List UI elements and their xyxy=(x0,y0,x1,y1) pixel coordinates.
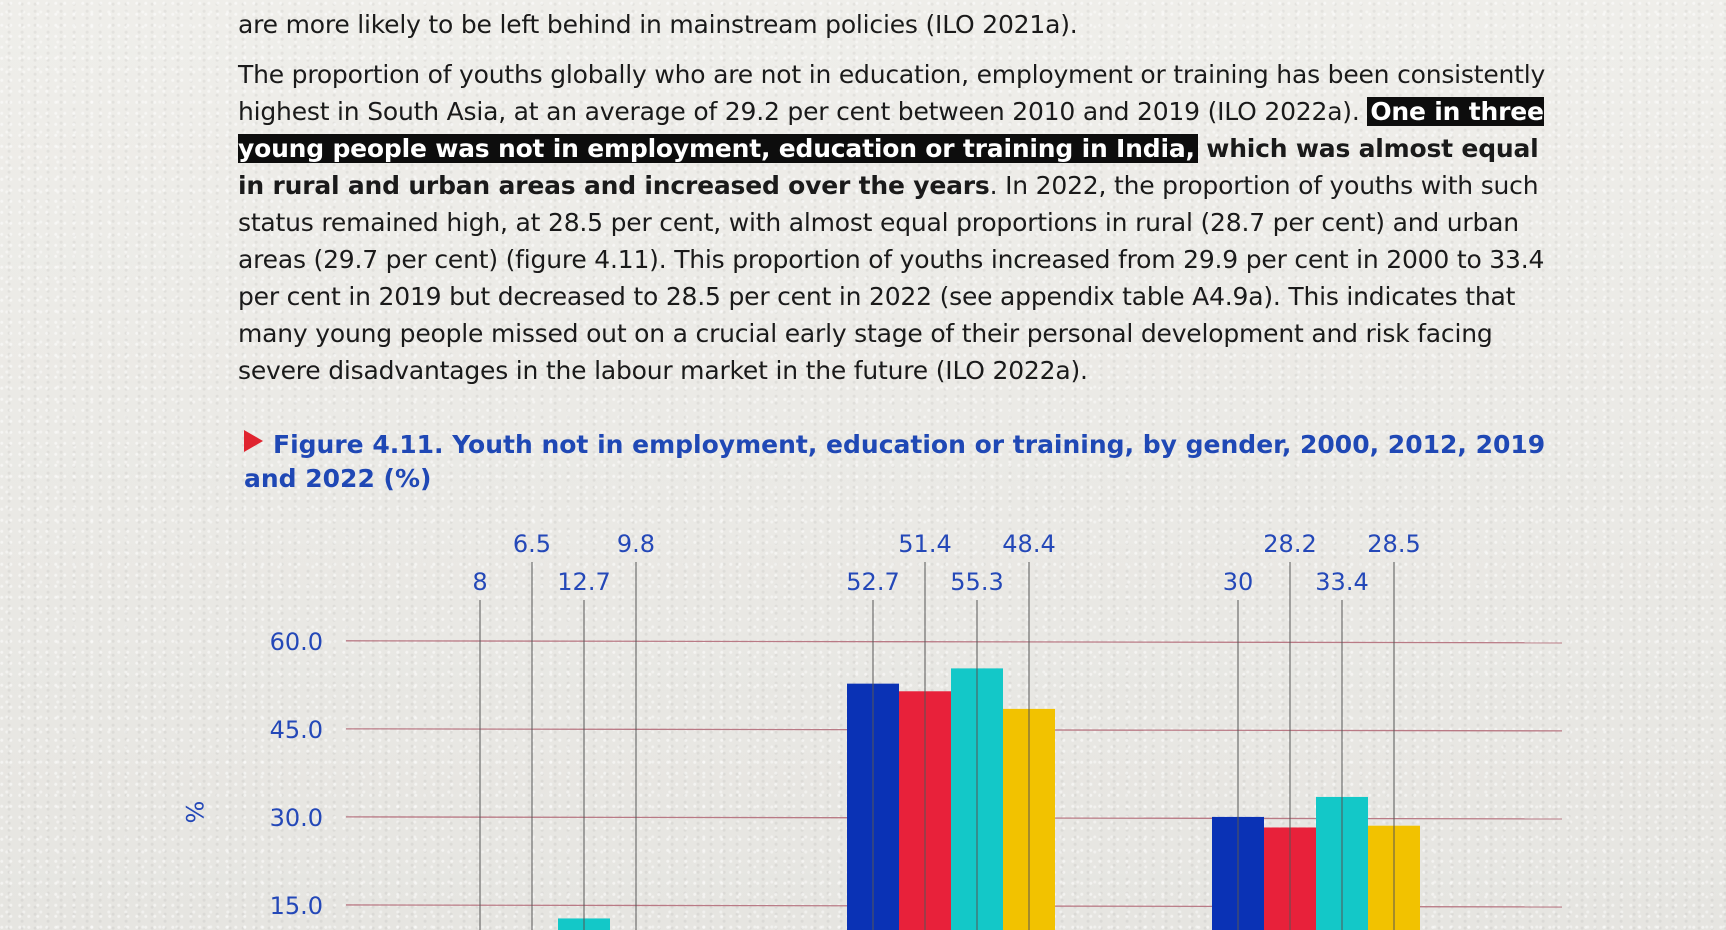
data-label: 9.8 xyxy=(616,530,656,558)
data-label: 51.4 xyxy=(898,530,952,558)
y-tick-label: 30.0 xyxy=(269,803,323,832)
data-label: 48.4 xyxy=(1002,530,1056,558)
y-axis-label: % xyxy=(180,800,208,824)
data-label: 28.5 xyxy=(1367,530,1421,558)
paragraph-2-end: . In 2022, the proportion of youths with such status remained high, at 28.5 per cent, with almost equal proportions in rural (28.7 per cent) and urban areas (29.7 per cent) (figure 4.11). This proportion of youths increased from 29.9 per cent in 2000 to 33.4 per cent in 2019 but decreased to 28.5 per cent in 2022 (see appendix table A4.9a). This indicates that many young people missed out on a crucial early stage of their personal development and risk facing severe disadvantages in the labour market in the future (ILO 2022a). xyxy=(238,171,1545,385)
gridline xyxy=(346,641,1562,643)
bold-sentence: which was almost equal in rural and urban areas and increased over the years xyxy=(238,134,1539,200)
data-label: 6.5 xyxy=(512,530,552,558)
figure-title-text: Figure 4.11. Youth not in employment, education or training, by gender, 2000, 2012, 2019 and 2022 (%) xyxy=(244,430,1546,493)
paragraph-1: are more likely to be left behind in mainstream policies (ILO 2021a). xyxy=(238,10,1078,39)
data-label: 12.7 xyxy=(557,568,611,596)
data-label: 55.3 xyxy=(950,568,1004,596)
data-label: 30 xyxy=(1222,568,1254,596)
data-label: 33.4 xyxy=(1315,568,1369,596)
data-label: 52.7 xyxy=(846,568,900,596)
y-tick-label: 45.0 xyxy=(269,715,323,744)
data-label: 8 xyxy=(472,568,488,596)
data-label: 28.2 xyxy=(1263,530,1317,558)
highlighted-sentence: One in three young people was not in employment, education or training in India, xyxy=(238,97,1544,163)
y-tick-label: 60.0 xyxy=(269,627,323,656)
paragraph-2-start: The proportion of youths globally who are not in education, employment or training has been consistently highest in South Asia, at an average of 29.2 per cent between 2010 and 2019 (ILO 2022a). xyxy=(238,60,1546,126)
y-tick-label: 15.0 xyxy=(269,891,323,920)
